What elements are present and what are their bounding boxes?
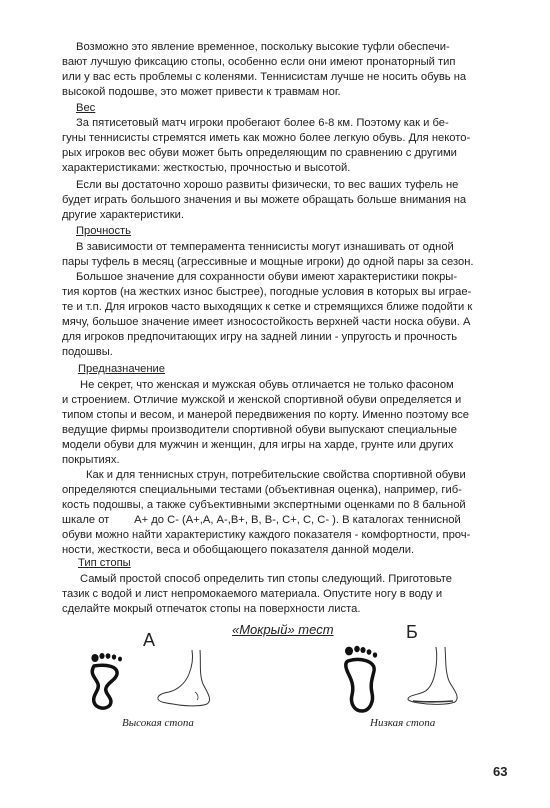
text-line: Самый простой способ определить тип стопы следующий. Приготовьте xyxy=(80,573,452,585)
paragraph-5 xyxy=(62,270,508,360)
text-line: или у вас есть проблемы с коленями. Теннисистам лучше не носить обувь на xyxy=(62,71,467,83)
page-number: 63 xyxy=(493,764,508,779)
text-line: рых игроков вес обуви может быть определяющим по сравнению с другими xyxy=(62,147,457,159)
caption-high-arch: Высокая стопа xyxy=(122,717,194,729)
heading-foot-type: Тип стопы xyxy=(78,557,131,569)
paragraph-4 xyxy=(62,240,508,270)
text-line: тазик с водой и лист непромокаемого материала. Опустите ногу в воду и xyxy=(62,588,443,600)
text-line: типом стопы и весом, и манерой передвижения по корту. Именно поэтому все xyxy=(62,409,469,421)
paragraph-7 xyxy=(62,468,508,558)
paragraph-8 xyxy=(62,572,508,617)
figure-label-b: Б xyxy=(406,622,418,642)
text-line: вают лучшую фиксацию стопы, особенно если они имеют пронаторный тип xyxy=(62,56,456,68)
text-line: другие характеристики. xyxy=(62,209,184,221)
text-line: сделайте мокрый отпечаток стопы на поверхности листа. xyxy=(62,603,361,615)
text-line: пары туфель в месяц (агрессивные и мощные игроки) до одной пары за сезон. xyxy=(62,256,474,268)
text-line: В зависимости от темперамента теннисисты могут изнашивать от одной xyxy=(76,241,454,253)
heading-strength: Прочность xyxy=(76,225,132,237)
text-line: характеристиками: жесткостью, прочностью и высотой. xyxy=(62,162,351,174)
foot-side-view-high-icon xyxy=(155,648,235,708)
text-line: модели обуви для мужчин и женщин, для игры на харде, грунте или других xyxy=(62,439,454,451)
text-line: Большое значение для сохранности обуви имеют характеристики покры- xyxy=(76,271,458,283)
heading-weight: Вес xyxy=(76,102,96,114)
text-line: шкале от А+ до С- (А+,А, А-,В+, В, В-, С+, С, С- ). В каталогах теннисной xyxy=(62,514,461,526)
text-line: ности, жесткости, веса и обобщающего показателя данной модели. xyxy=(62,544,415,556)
foot-side-view-flat-icon xyxy=(405,645,475,707)
text-line: те и т.п. Для игроков часто выходящих к сетке и стремящихся ближе подойти к xyxy=(62,301,473,313)
text-line: ведущие фирмы производители спортивной обуви выпускают специальные xyxy=(62,424,457,436)
heading-purpose: Предназначение xyxy=(78,363,166,375)
text-line: тия кортов (на жестких износ быстрее), погодные условия в которых вы играе- xyxy=(62,286,472,298)
figure-title: «Мокрый» тест xyxy=(232,622,334,637)
text-line: Не секрет, что женская и мужская обувь отличается не только фасоном xyxy=(80,379,454,391)
text-line: будет играть большого значения и вы можете обращать больше внимания на xyxy=(62,194,467,206)
text-line: обуви можно найти характеристику каждого показателя - комфортности, проч- xyxy=(62,529,471,541)
footprint-high-arch-icon xyxy=(84,650,134,710)
text-line: Возможно это явление временное, поскольку высокие туфли обеспечи- xyxy=(76,41,450,53)
caption-flat-foot: Низкая стопа xyxy=(370,717,436,729)
text-line: Как и для теннисных струн, потребительские свойства спортивной обуви xyxy=(86,469,466,481)
paragraph-1 xyxy=(62,40,508,100)
text-line: гуны теннисисты стремятся иметь как можно более легкую обувь. Для некото- xyxy=(62,132,471,144)
text-line: подошвы. xyxy=(62,346,113,358)
text-line: За пятисетовый матч игроки пробегают более 6-8 км. Поэтому как и бе- xyxy=(76,117,449,129)
text-line: Если вы достаточно хорошо развиты физически, то вес ваших туфель не xyxy=(76,179,459,191)
text-line: определяются специальными тестами (объективная оценка), например, гиб- xyxy=(62,484,462,496)
paragraph-2 xyxy=(62,116,508,176)
paragraph-3 xyxy=(62,178,508,223)
footprint-flat-icon xyxy=(340,643,390,715)
text-line: и строением. Отличие мужской и женской спортивной обуви определяется и xyxy=(62,394,462,406)
paragraph-6 xyxy=(62,378,508,468)
figure-label-a: А xyxy=(143,630,156,650)
text-line: для игроков предпочитающих игру на задней линии - упругость и прочность xyxy=(62,331,458,343)
text-line: покрытиях. xyxy=(62,454,120,466)
text-line: высокой подошве, это может привести к травмам ног. xyxy=(62,86,341,98)
text-line: кость подошвы, а также субъективными экспертными оценками по 8 бальной xyxy=(62,499,466,511)
text-line: мячу, большое значение имеет износостойкость верхней части носка обуви. А xyxy=(62,316,471,328)
